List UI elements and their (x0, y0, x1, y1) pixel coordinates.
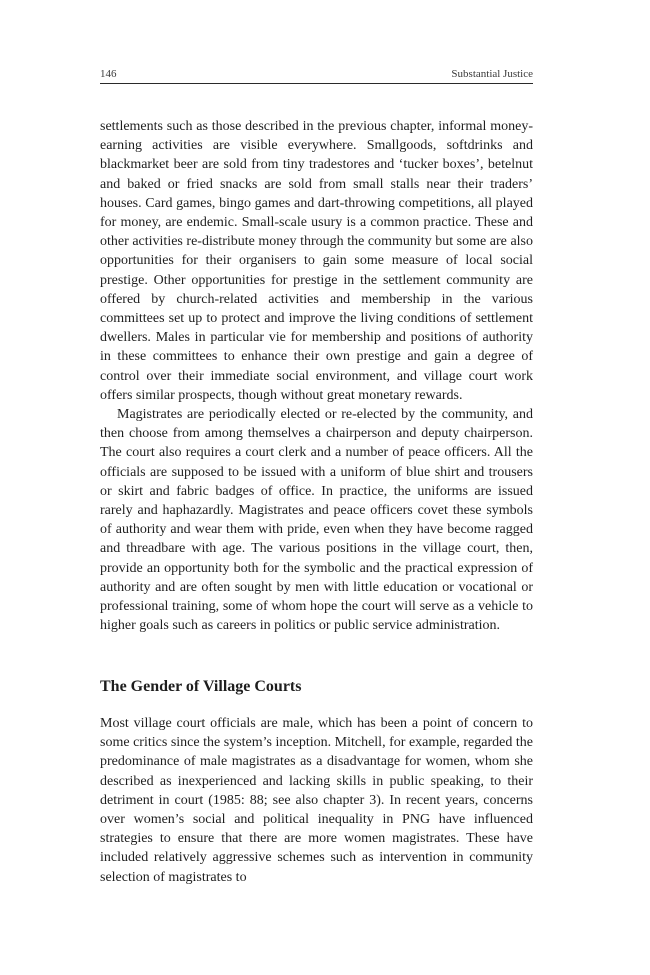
section-text (100, 714, 533, 887)
body-paragraph: Magistrates are periodically elected or re-elected by the community, and then choose from among themselves a chairperson and deputy chairperson. The court also requires a court clerk and a number of peace officers. All the officials are supposed to be issued with a uniform of blue shirt and trousers or skirt and fabric badges of office. In practice, the uniforms are issued rarely and haphazardly. Magistrates and peace officers covet these symbols of authority and wear them with pride, even when they have become ragged and threadbare with age. The various positions in the village court, then, provide an opportunity both for the symbolic and the practical expression of authority and are often sought by men with little education or vocational or professional training, some of whom hope the court will serve as a vehicle to higher goals such as careers in politics or public service administration. (100, 407, 533, 634)
running-header (100, 68, 533, 84)
body-text (100, 117, 533, 635)
body-paragraph: settlements such as those described in the previous chapter, informal money-earning activities are visible everywhere. Smallgoods, softdrinks and blackmarket beer are sold from tiny tradestores and ‘tucker boxes’, betelnut and baked or fried snacks are sold from small stalls near their traders’ houses. Card games, bingo games and dart-throwing competitions, all played for money, are endemic. Small-scale usury is a common practice. These and other activities re-distribute money through the community but some are also opportunities for their organisers to gain some measure of local social prestige. Other opportunities for prestige in the settlement community are offered by church-related activities and membership in the various committees set up to protect and improve the living conditions of settlement dwellers. Males in particular vie for membership and positions of authority in these committees to enhance their own prestige and gain a degree of control over their immediate social environment, and village court work offers similar prospects, though without great monetary rewards. (100, 119, 533, 403)
running-title: Substantial Justice (451, 68, 533, 80)
section-paragraph: Most village court officials are male, which has been a point of concern to some critics since the system’s inception. Mitchell, for example, regarded the predominance of male magistrates as a disadvantage for women, whom she described as inexperienced and lacking skills in public speaking, to their detriment in court (1985: 88; see also chapter 3). In recent years, concerns over women’s social and political inequality in PNG have influenced strategies to ensure that there are more women magistrates. These have included relatively aggressive schemes such as intervention in community selection of magistrates to (100, 716, 533, 885)
page-number: 146 (100, 68, 117, 80)
section-heading: The Gender of Village Courts (100, 678, 302, 695)
